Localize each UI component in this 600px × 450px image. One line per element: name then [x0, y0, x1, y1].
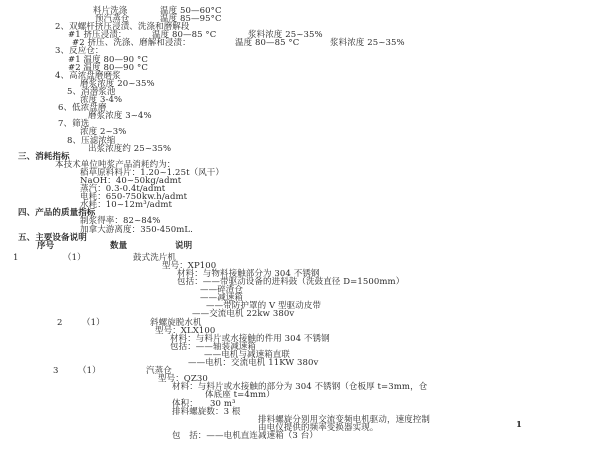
text-segment: 浆料浓度 25~35% — [248, 30, 323, 41]
text-segment: 3 — [53, 366, 59, 377]
text-segment: 浆料浓度 25~35% — [330, 38, 405, 49]
text-segment: 体积： — [172, 398, 198, 409]
text-segment: 30 m³ — [210, 398, 236, 409]
text-segment: ——电机与减速箱直联 — [204, 349, 291, 360]
page-number: 1 — [516, 420, 522, 430]
document-line — [0, 112, 600, 120]
text-segment: 斜螺旋脱水机 — [150, 317, 202, 328]
text-segment: 温度 50—60°C — [160, 6, 222, 16]
document-line — [0, 367, 600, 375]
text-segment: 5、消潜浆池 — [67, 86, 116, 97]
document-line — [0, 254, 600, 262]
text-segment: 四、产品的质量指标 — [18, 208, 96, 219]
document-line — [0, 319, 600, 327]
text-segment: 1 — [13, 252, 19, 263]
text-segment: 温度 80—85 °C — [235, 38, 300, 49]
text-segment: 本技术单位吨浆产品消耗约为： — [55, 159, 176, 170]
document-line — [0, 302, 600, 310]
text-segment: ——电机：交流电机 11KW 380v — [188, 358, 319, 369]
document-line — [0, 7, 600, 15]
text-segment: （1） — [78, 366, 101, 377]
text-segment: 型号：XP100 — [162, 260, 217, 271]
document-line — [0, 391, 600, 399]
text-segment: 排料螺旋数：3 根 — [172, 406, 241, 417]
text-segment: 磨浆浓度 3~4% — [88, 111, 152, 122]
text-segment: 序号 — [37, 240, 55, 251]
text-segment: 3、反应仓： — [55, 46, 104, 57]
text-segment: ——带防护罩的 V 型驱动皮带 — [206, 301, 322, 312]
text-segment: 包括：——带驱动设备的进料鼓（洗鼓直径 D=1500mm） — [177, 277, 405, 288]
document-line — [0, 286, 600, 294]
text-segment: （1） — [82, 317, 105, 328]
document-line — [0, 278, 600, 286]
text-segment: 水耗：10~12m³/admt — [80, 200, 173, 211]
text-segment: 三、消耗指标 — [18, 151, 70, 162]
text-segment: 材料：与物料接触部分为 304 不锈钢 — [177, 269, 320, 279]
text-segment: 2、双螺杆挤压浸渍、洗涤和磨解段 — [55, 22, 190, 33]
text-segment: #2 挤压、洗涤、磨解和浸渍： — [72, 38, 191, 49]
text-segment: 数量 — [110, 240, 128, 251]
text-segment: 包括：——轴装减速箱 — [170, 341, 257, 352]
text-segment: 说明 — [175, 240, 193, 251]
document-line — [0, 145, 600, 153]
text-segment: NaOH：40~50kg/admt — [80, 175, 182, 186]
text-segment: 加拿大游离度：350-450mL. — [80, 224, 193, 235]
document-line — [0, 383, 600, 391]
text-segment: 稻草原料料片：1.20~1.25t（风干） — [80, 167, 224, 178]
text-segment: 五、主要设备说明 — [18, 232, 87, 243]
text-segment: 2 — [57, 317, 63, 328]
document-line — [0, 226, 600, 234]
document-line — [0, 343, 600, 351]
text-segment: 料片洗涤 — [93, 6, 128, 16]
text-segment: 制浆得率：82~84% — [80, 216, 161, 227]
text-segment: ——减速箱 — [200, 293, 244, 304]
text-segment: 由电仪提供的频率变换器实现。 — [258, 422, 379, 433]
text-segment: 温度 85—95°C — [160, 14, 222, 25]
document-line — [0, 400, 600, 408]
document-line — [0, 242, 600, 250]
text-segment: 型号：XLX100 — [155, 325, 216, 336]
text-segment: ——碎渣仓 — [200, 285, 244, 296]
text-segment: 蒸汽：0.3-0.4t/admt — [80, 184, 166, 195]
text-segment: 预汽蒸仓 — [95, 14, 130, 25]
document-line — [0, 234, 600, 242]
document-line — [0, 335, 600, 343]
text-segment: #1 挤压浸渍： — [68, 30, 127, 41]
text-segment: 6、低浓盘磨 — [58, 103, 107, 114]
document-body — [0, 7, 600, 440]
text-segment: 4、高浓盘磨磨浆 — [55, 70, 121, 81]
text-segment: 型号：QZ30 — [158, 374, 208, 385]
text-segment: 鼓式洗片机 — [133, 252, 177, 263]
text-segment: #2 温度 80—90 °C — [68, 62, 148, 73]
text-segment: 汽蒸仓 — [146, 366, 172, 377]
text-segment: 7、筛选 — [58, 119, 90, 130]
text-segment: 体底座 t=4mm） — [205, 390, 275, 401]
text-segment: 材料：与料片或水接触的件用 304 不锈钢 — [170, 333, 330, 344]
text-segment: 电耗：650-750kw.h/admt — [80, 192, 188, 203]
text-segment: 出浆浓度约 25~35% — [88, 143, 172, 154]
text-segment: 包 括：——电机直连减速箱（3 台） — [172, 430, 318, 441]
text-segment: 排料螺旋分别用交流变频电机驱动，速度控制 — [258, 414, 431, 425]
text-segment: 浓度 3-4% — [80, 95, 123, 106]
text-segment: 8、压滤浓缩 — [67, 135, 116, 146]
text-segment: 材料：与料片或水接触的部分为 304 不锈钢（仓板厚 t=3mm，仓 — [172, 382, 428, 393]
text-segment: （1） — [63, 252, 86, 263]
document-line — [0, 432, 600, 440]
text-segment: 磨浆浓度 20~35% — [80, 78, 155, 89]
text-segment: #1 温度 80—90 °C — [68, 54, 148, 65]
text-segment: ——交流电机 22kw 380v — [192, 309, 295, 320]
text-segment: 温度 80—85 °C — [152, 30, 217, 41]
text-segment: 浓度 2~3% — [80, 127, 127, 138]
